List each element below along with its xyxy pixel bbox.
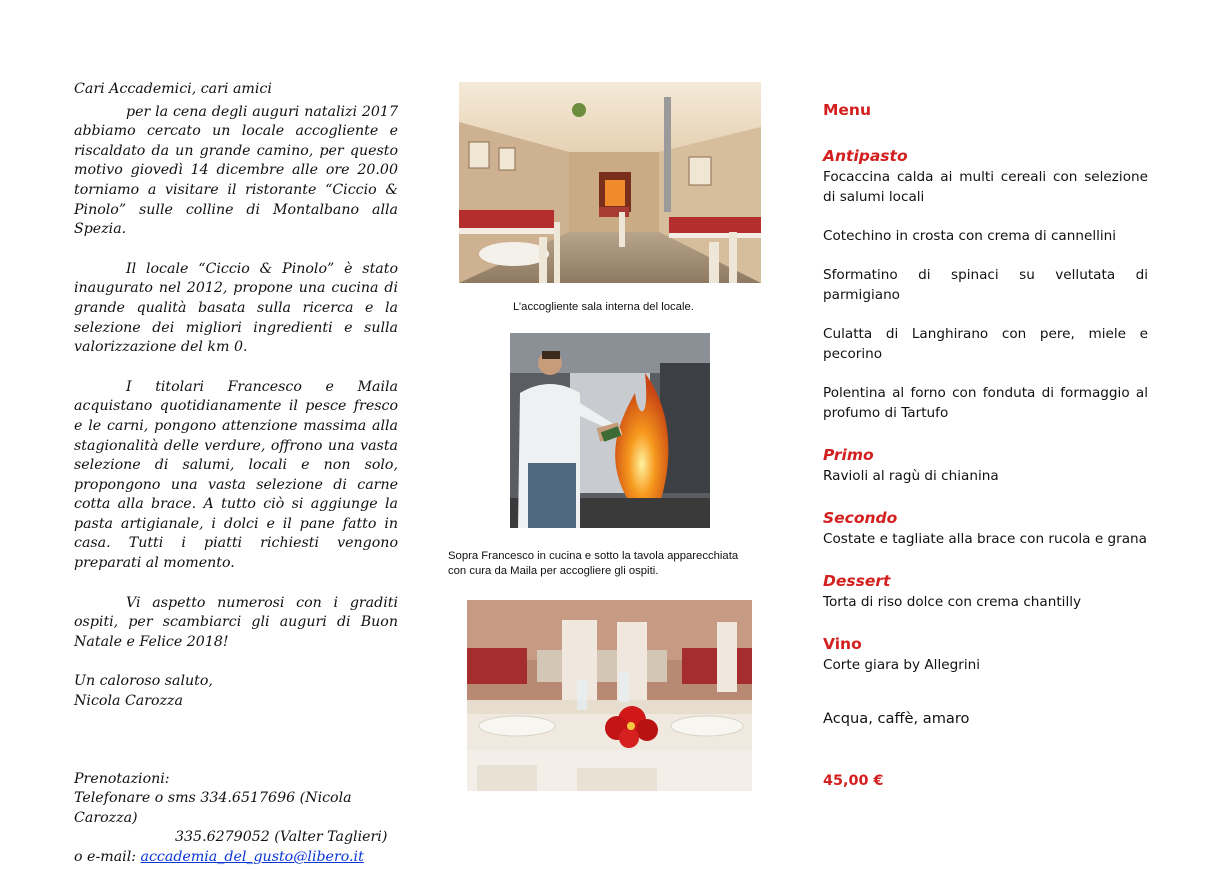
reservations-phone-1: Telefonare o sms 334.6517696 (Nicola Carozza): [74, 790, 352, 826]
menu-title: Menu: [823, 101, 872, 119]
menu: [823, 100, 1148, 805]
section-title-secondo: Secondo: [823, 509, 898, 527]
section-title-dessert: Dessert: [823, 572, 891, 590]
letter-closing: [74, 672, 398, 711]
section-title-primo: Primo: [823, 446, 874, 464]
dish-antipasto-4: Culatta di Langhirano con pere, miele e pecorino: [823, 326, 1148, 362]
menu-extras: Acqua, caffè, amaro: [823, 710, 970, 727]
closing-greeting: Un caloroso saluto,: [74, 673, 213, 690]
caption-line-1: Sopra Francesco in cucina e sotto la tavola apparecchiata: [448, 550, 739, 562]
photo-chef-cooking: [510, 333, 710, 528]
photo-dining-room: [459, 82, 761, 283]
dish-secondo: Costate e tagliate alla brace con rucola e grana: [823, 531, 1148, 547]
caption-line-2: con cura da Maila per accogliere gli ospiti.: [448, 565, 659, 577]
email-link[interactable]: accademia_del_gusto@libero.it: [140, 849, 364, 865]
letter-paragraph-3: I titolari Francesco e Maila acquistano quotidianamente il pesce fresco e le carni, pongono attenzione massima alla stagionalità delle verdure, offrono una vasta selezione di salumi, locali e non solo, propongono una vasta selezione di carne cotta alla brace. A tutto ciò si aggiunge la pasta artigianale, i dolci e il pane fatto in casa. Tutti i piatti richiesti vengono preparati al momento.: [74, 378, 398, 572]
menu-price: 45,00 €: [823, 773, 884, 789]
dish-antipasto-5: Polentina al forno con fonduta di formaggio al profumo di Tartufo: [823, 385, 1148, 421]
email-prefix: o e-mail:: [74, 849, 141, 865]
dish-primo: Ravioli al ragù di chianina: [823, 468, 999, 484]
dish-antipasto-2: Cotechino in crosta con crema di cannellini: [823, 228, 1117, 244]
section-title-vino: Vino: [823, 635, 862, 653]
reservations-phone-2: 335.6279052 (Valter Taglieri): [175, 829, 388, 846]
reservations-email-line: [74, 848, 398, 868]
dish-dessert: Torta di riso dolce con crema chantilly: [823, 594, 1082, 610]
section-title-antipasto: Antipasto: [823, 147, 908, 165]
dish-vino: Corte giara by Allegrini: [823, 657, 980, 673]
dish-antipasto-1: Focaccina calda ai multi cereali con selezione di salumi locali: [823, 169, 1148, 205]
letter-paragraph-2: Il locale “Ciccio & Pinolo” è stato inaugurato nel 2012, propone una cucina di grande qualità basata sulla ricerca e la selezione dei migliori ingredienti e sulla valorizzazione del km 0.: [74, 260, 398, 356]
letter-salutation: Cari Accademici, cari amici: [74, 81, 272, 97]
letter-paragraph-4: Vi aspetto numerosi con i graditi ospiti, per scambiarci gli auguri di Buon Natale e Felice 2018!: [74, 594, 398, 650]
closing-signature: Nicola Carozza: [74, 693, 183, 710]
caption-dining-room: L’accogliente sala interna del locale.: [513, 301, 694, 313]
reservations-block: [74, 770, 398, 868]
caption-chef-and-table: [448, 549, 738, 579]
dish-antipasto-3: Sformatino di spinaci su vellutata di parmigiano: [823, 267, 1148, 303]
photo-set-table: [467, 600, 752, 791]
reservations-label: Prenotazioni:: [74, 770, 170, 787]
letter-paragraph-1: per la cena degli auguri natalizi 2017 abbiamo cercato un locale accogliente e riscaldato da un grande camino, per questo motivo giovedì 14 dicembre alle ore 20.00 torniamo a visitare il ristorante “Ciccio & Pinolo” sulle colline di Montalbano alla Spezia.: [74, 103, 398, 238]
invitation-letter: [74, 80, 398, 868]
